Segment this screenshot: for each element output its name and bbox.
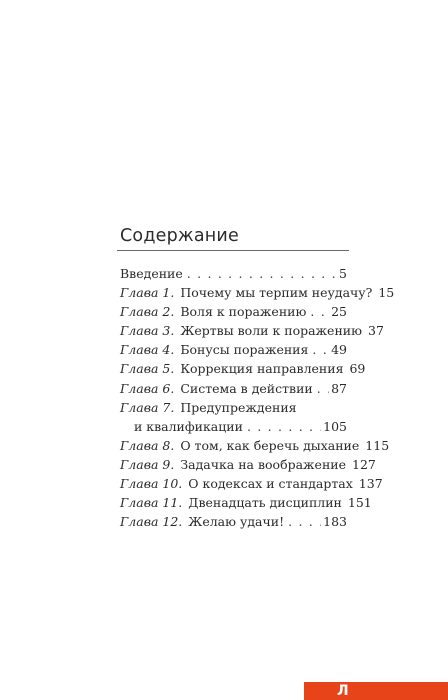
toc-entry-chapter-6 — [120, 379, 347, 398]
toc-entry-chapter-5 — [120, 359, 366, 378]
toc-entry-chapter-9 — [120, 455, 376, 474]
toc-entry-title: Коррекция направления — [180, 361, 344, 377]
toc-entry-chapter: Глава 12. — [120, 514, 183, 530]
dot-leader — [310, 302, 329, 321]
toc-entry-chapter-2 — [120, 302, 347, 321]
toc-entry-chapter-4 — [120, 340, 347, 359]
dot-leader — [247, 417, 321, 436]
publisher-logo-mark: Л — [337, 683, 349, 699]
toc-entry-title: Система в действии — [180, 380, 313, 396]
publisher-logo — [304, 682, 448, 700]
toc-entry-chapter-12 — [120, 512, 347, 531]
toc-entry-page: 127 — [352, 456, 376, 472]
toc-entry-title: О кодексах и стандартах — [188, 476, 353, 492]
toc-entry-chapter: Глава 4. — [120, 342, 175, 358]
toc-entry-chapter: Глава 6. — [120, 380, 175, 396]
toc-entry-intro — [120, 264, 347, 283]
toc-entry-chapter-10 — [120, 474, 383, 493]
toc-entry-title: Бонусы поражения — [180, 342, 309, 358]
toc-entry-page: 25 — [331, 304, 347, 320]
toc-list — [120, 264, 395, 531]
toc-entry-title: Задачка на воображение — [180, 456, 347, 472]
dot-leader — [288, 512, 321, 531]
dot-leader — [312, 340, 329, 359]
toc-entry-page: 115 — [365, 437, 390, 453]
toc-entry-chapter: Глава 3. — [120, 323, 175, 339]
toc-entry-page: 105 — [323, 418, 347, 434]
dot-leader — [317, 379, 329, 398]
toc-entry-title: Почему мы терпим неудачу? — [180, 285, 373, 301]
toc-heading: Содержание — [120, 226, 239, 246]
toc-entry-chapter: Глава 10. — [120, 476, 183, 492]
toc-entry-chapter: Глава 11. — [120, 495, 183, 511]
toc-entry-title-continued: и квалификации — [134, 418, 243, 434]
toc-entry-page: 69 — [349, 361, 366, 377]
toc-entry-chapter: Глава 5. — [120, 361, 175, 377]
toc-entry-title: Воля к поражению — [180, 304, 307, 320]
dot-leader — [187, 264, 337, 283]
toc-entry-page: 15 — [378, 285, 395, 301]
toc-entry-chapter-11 — [120, 493, 372, 512]
toc-entry-title: О том, как беречь дыхание — [180, 437, 360, 453]
toc-entry-chapter: Глава 1. — [120, 285, 175, 301]
toc-entry-page: 151 — [347, 495, 372, 511]
toc-entry-chapter-3 — [120, 321, 384, 340]
toc-entry-chapter: Глава 8. — [120, 437, 175, 453]
toc-entry-page: 183 — [323, 514, 347, 530]
toc-entry-page: 87 — [331, 380, 347, 396]
toc-entry-title: Введение — [120, 266, 183, 281]
toc-entry-chapter-7 — [120, 398, 347, 417]
toc-entry-title: Двенадцать дисциплин — [188, 495, 342, 511]
toc-entry-page: 5 — [339, 266, 347, 281]
toc-entry-title: Жертвы воли к поражению — [180, 323, 362, 339]
toc-entry-page: 137 — [358, 476, 383, 492]
toc-entry-chapter: Глава 9. — [120, 456, 175, 472]
toc-entry-chapter: Глава 2. — [120, 304, 175, 320]
toc-entry-page: 37 — [368, 323, 384, 339]
toc-entry-title: Желаю удачи! — [188, 514, 285, 530]
heading-rule — [117, 250, 349, 251]
toc-entry-page: 49 — [331, 342, 347, 358]
toc-entry-title: Предупреждения — [180, 399, 297, 415]
toc-entry-chapter-7-continued — [120, 417, 347, 436]
toc-entry-chapter-8 — [120, 436, 390, 455]
toc-entry-chapter: Глава 7. — [120, 399, 175, 415]
toc-entry-chapter-1 — [120, 283, 395, 302]
